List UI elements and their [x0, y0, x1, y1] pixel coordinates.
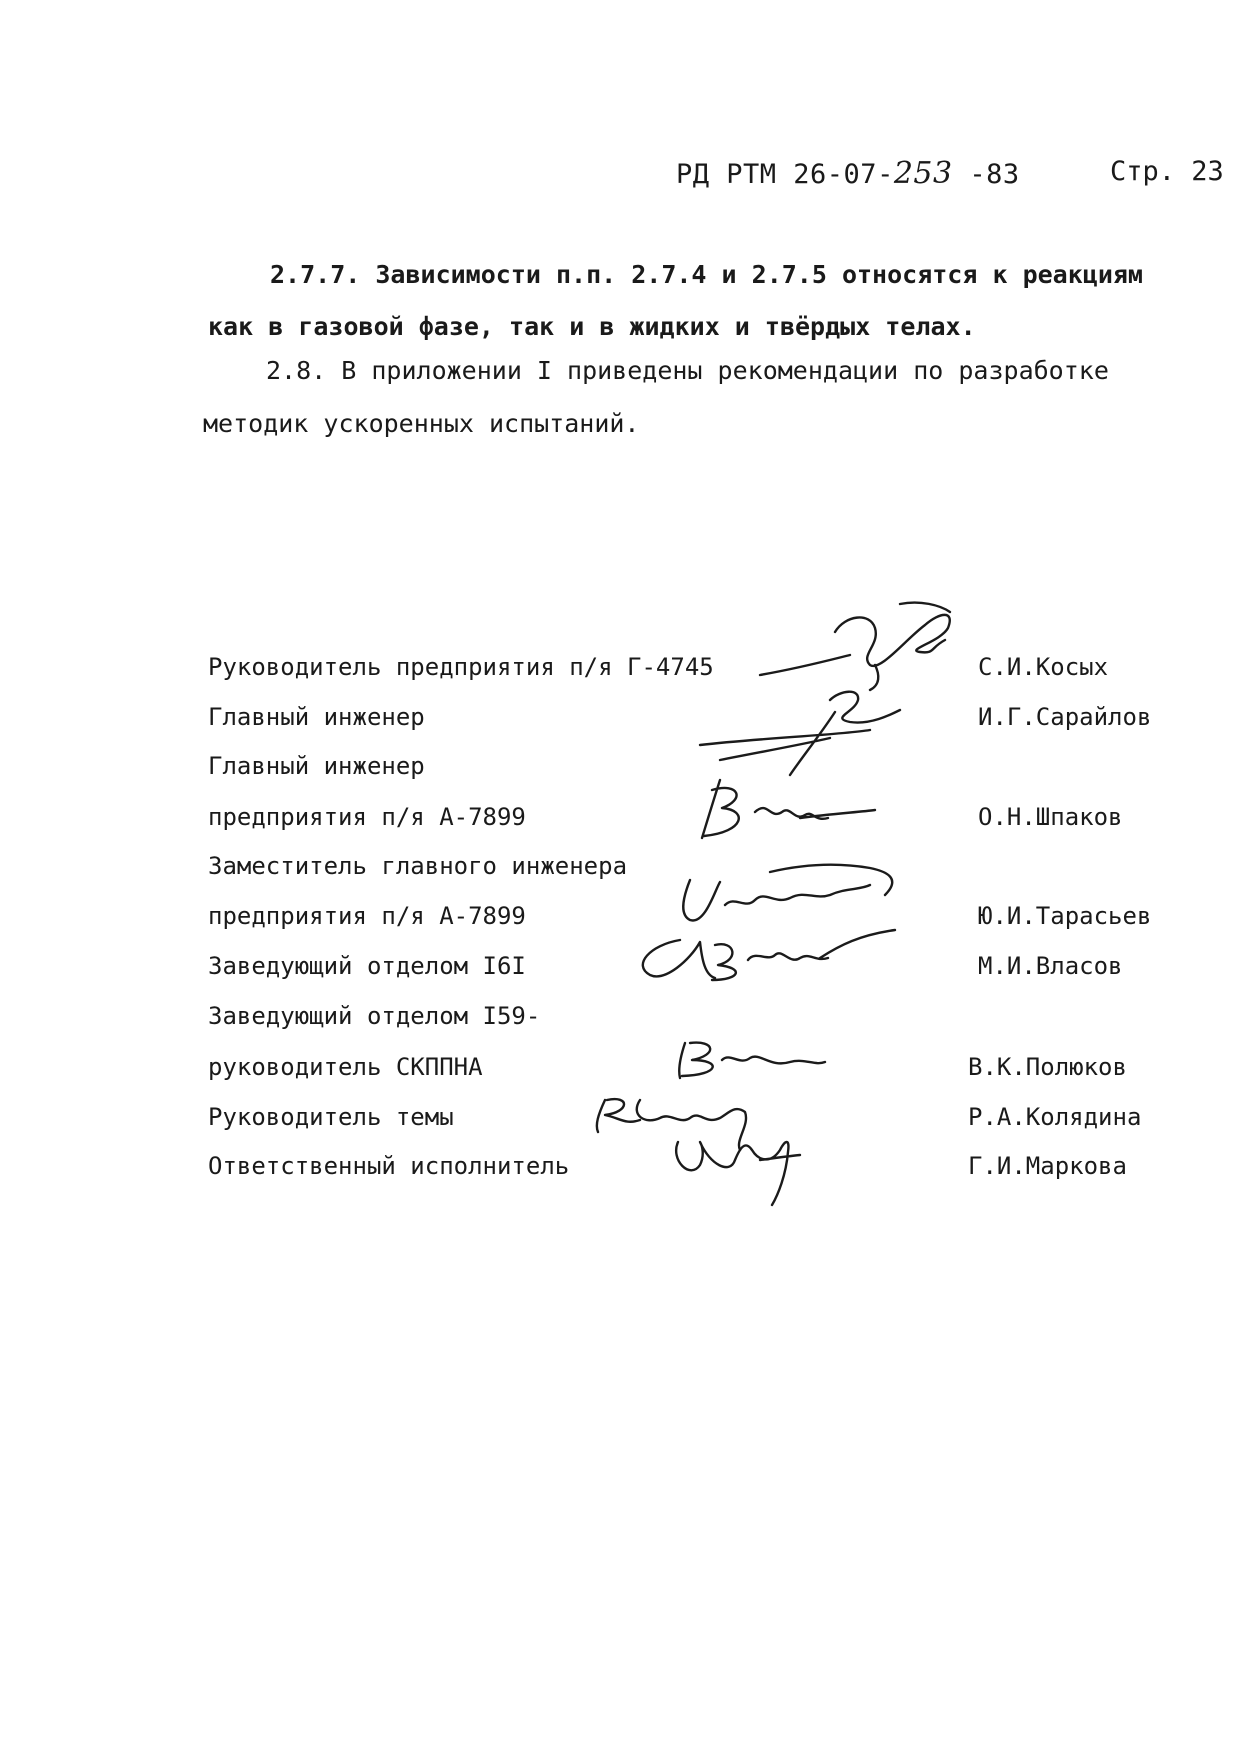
- signatory-row: [0, 902, 1246, 934]
- signatory-title: Заместитель главного инженера: [208, 852, 628, 880]
- signatory-title: предприятия п/я А-7899: [208, 803, 526, 831]
- signatory-title: руководитель СКППНА: [208, 1053, 483, 1081]
- signatory-row: [0, 1103, 1246, 1135]
- signatory-row: [0, 703, 1246, 735]
- signatory-title: Главный инженер: [208, 703, 425, 731]
- signatory-row: [0, 952, 1246, 984]
- signatory-name: И.Г.Сарайлов: [978, 703, 1152, 731]
- document-code: [676, 156, 1020, 191]
- signatory-row: [0, 653, 1246, 685]
- document-code-suffix: -83: [952, 159, 1020, 190]
- paragraph-2-7-7-line-2: как в газовой фазе, так и в жидких и твёрдых телах.: [208, 312, 976, 341]
- document-code-handwritten: 253: [893, 156, 953, 191]
- paragraph-2-8-line-1: 2.8. В приложении I приведены рекомендации по разработке: [266, 356, 1109, 385]
- signatory-row: [0, 1152, 1246, 1184]
- signatory-name: М.И.Власов: [978, 952, 1123, 980]
- paragraph-2-8-line-2: методик ускоренных испытаний.: [203, 409, 640, 438]
- signatory-row: [0, 852, 1246, 884]
- signatory-name: В.К.Полюков: [968, 1053, 1127, 1081]
- signatory-title: Руководитель темы: [208, 1103, 454, 1131]
- signatory-name: Ю.И.Тарасьев: [978, 902, 1152, 930]
- signatory-title: Заведующий отделом I59-: [208, 1002, 541, 1030]
- document-code-prefix: РД РТМ 26-07-: [676, 159, 894, 190]
- signatory-row: [0, 752, 1246, 784]
- signatory-title: Главный инженер: [208, 752, 425, 780]
- signatory-name: Г.И.Маркова: [968, 1152, 1127, 1180]
- signatory-row: [0, 1053, 1246, 1085]
- paragraph-2-7-7-line-1: 2.7.7. Зависимости п.п. 2.7.4 и 2.7.5 относятся к реакциям: [270, 260, 1143, 289]
- signatory-name: Р.А.Колядина: [968, 1103, 1142, 1131]
- signatory-title: Ответственный исполнитель: [208, 1152, 570, 1180]
- signatory-title: Заведующий отделом I6I: [208, 952, 526, 980]
- signatory-name: С.И.Косых: [978, 653, 1109, 681]
- signatory-row: [0, 803, 1246, 835]
- signatory-name: О.Н.Шпаков: [978, 803, 1123, 831]
- signatory-title: Руководитель предприятия п/я Г-4745: [208, 653, 714, 681]
- signatory-row: [0, 1002, 1246, 1034]
- signatory-title: предприятия п/я А-7899: [208, 902, 526, 930]
- page-number: Стр. 23: [1110, 156, 1224, 187]
